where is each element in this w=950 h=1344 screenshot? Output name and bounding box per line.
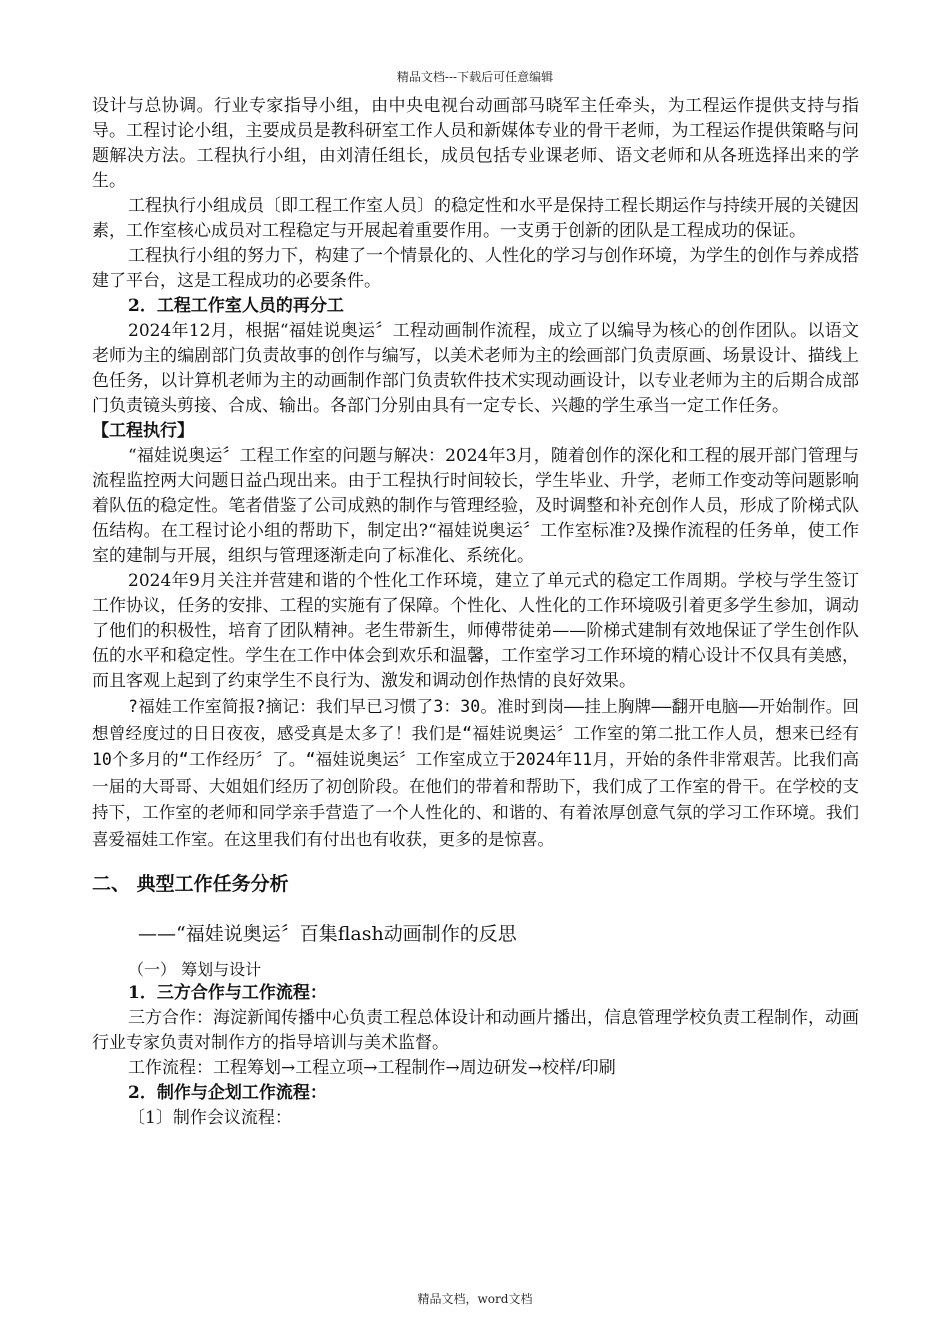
- section-heading: 1．三方合作与工作流程：: [128, 983, 327, 1003]
- paragraph: 设计与总协调。行业专家指导小组，由中央电视台动画部马晓军主任牵头，为工程运作提供支持与指导。工程讨论小组，主要成员是教科研室工作人员和新媒体专业的骨干老师，为工程运作提供策略与问题解决方法。工程执行小组，由刘清任组长，成员包括专业课老师、语文老师和从各班选择出来的学生。: [92, 96, 859, 191]
- paragraph: 〔1〕制作会议流程：: [128, 1108, 292, 1128]
- document-body: [92, 94, 859, 1131]
- subsection-heading: （一） 筹划与设计: [128, 960, 262, 979]
- page-footer: 精品文档，word文档: [417, 1292, 533, 1306]
- paragraph: 2024年12月，根据“福娃说奥运〞工程动画制作流程，成立了以编导为核心的创作团队。以语文老师为主的编剧部门负责故事的创作与编写，以美术老师为主的绘画部门负责原画、场景设计、描线上色任务，以计算机老师为主的动画制作部门负责软件技术实现动画设计，以专业老师为主的后期合成部门负责镜头剪接、合成、输出。各部门分别由具有一定专长、兴趣的学生承当一定工作任务。: [92, 321, 859, 416]
- newsletter-excerpt: ?福娃工作室简报?摘记：我们早已习惯了3：30。准时到岗——挂上胸牌——翻开电脑——开始制作。回想曾经度过的日日夜夜，感受真是太多了！我们是“福娃说奥运〞工作室的第二批工作人员，想来已经有10个多月的“工作经历〞了。“福娃说奥运〞工作室成立于2024年11月，开始的条件非常艰苦。比我们高一届的大哥哥、大姐姐们经历了初创阶段。在他们的带着和帮助下，我们成了工作室的骨干。在学校的支持下，工作室的老师和同学亲手营造了一个人性化的、和谐的、有着浓厚创意气氛的学习工作环境。我们喜爱福娃工作室。在这里我们有付出也有收获，更多的是惊喜。: [92, 697, 859, 849]
- paragraph: 三方合作：海淀新闻传播中心负责工程总体设计和动画片播出，信息管理学校负责工程制作，动画行业专家负责对制作方的指导培训与美术监督。: [92, 1008, 859, 1053]
- paragraph: “福娃说奥运〞工程工作室的问题与解决：2024年3月，随着创作的深化和工程的展开部门管理与流程监控两大问题日益凸现出来。由于工程执行时间较长，学生毕业、升学，老师工作变动等问题影响着队伍的稳定性。笔者借鉴了公司成熟的制作与管理经验，及时调整和补充创作人员，形成了阶梯式队伍结构。在工程讨论小组的帮助下，制定出?“福娃说奥运〞工作室标准?及操作流程的任务单，使工作室的建制与开展，组织与管理逐渐走向了标准化、系统化。: [92, 446, 859, 566]
- page-header: 精品文档---下载后可任意编辑: [396, 70, 554, 84]
- paragraph: 工作流程：工程筹划→工程立项→工程制作→周边研发→校样/印刷: [128, 1058, 616, 1078]
- chapter-heading: 二、 典型工作任务分析: [92, 873, 289, 895]
- paragraph: 工程执行小组成员〔即工程工作室人员〕的稳定性和水平是保持工程长期运作与持续开展的关键因素，工作室核心成员对工程稳定与开展起着重要作用。一支勇于创新的团队是工程成功的保证。: [92, 196, 859, 241]
- section-heading: 2．工程工作室人员的再分工: [128, 296, 344, 316]
- chapter-subtitle: ——“福娃说奥运〞百集flash动画制作的反思: [138, 923, 517, 945]
- paragraph: 工程执行小组的努力下，构建了一个情景化的、人性化的学习与创作环境，为学生的创作与养成搭建了平台，这是工程成功的必要条件。: [92, 246, 859, 291]
- section-heading: 2．制作与企划工作流程：: [128, 1083, 327, 1103]
- section-heading: 【工程执行】: [92, 421, 194, 441]
- paragraph: 2024年9月关注并营建和谐的个性化工作环境，建立了单元式的稳定工作周期。学校与学生签订工作协议，任务的安排、工程的实施有了保障。个性化、人性化的工作环境吸引着更多学生参加，调动了他们的积极性，培育了团队精神。老生带新生，师傅带徒弟——阶梯式建制有效地保证了学生创作队伍的水平和稳定性。学生在工作中体会到欢乐和温馨，工作室学习工作环境的精心设计不仅具有美感，而且客观上起到了约束学生不良行为、激发和调动创作热情的良好效果。: [92, 571, 859, 691]
